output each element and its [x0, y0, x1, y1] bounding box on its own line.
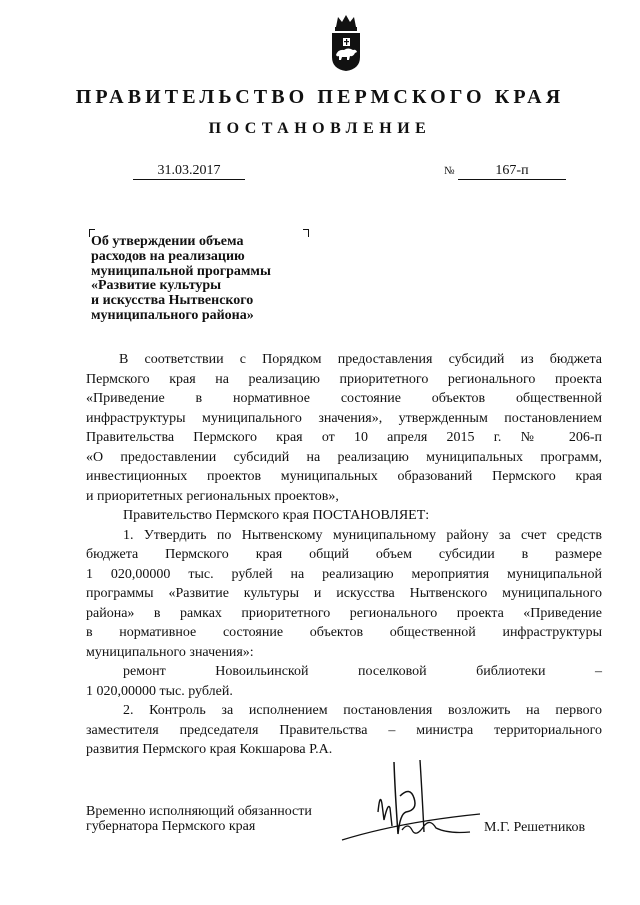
- subject-line: и искусства Нытвенского: [91, 293, 254, 309]
- document-subject: [91, 235, 321, 324]
- subject-line: «Развитие культуры: [91, 278, 222, 294]
- text-line: Правительства Пермского края от 10 апреля 2015 г. № 206-п: [86, 430, 602, 445]
- text-line: 1. Утвердить по Нытвенскому муниципальному району за счет средств: [123, 527, 602, 543]
- text-line: 2. Контроль за исполнением постановления возложить на первого: [123, 703, 602, 718]
- text-line: инфраструктуры муниципального значения», утвержденным постановлением: [86, 410, 602, 426]
- text-line: заместителя председателя Правительства – министра территориального: [86, 722, 602, 738]
- decree-line: Правительство Пермского края ПОСТАНОВЛЯЕТ:: [123, 508, 430, 523]
- signatory-title-line: Временно исполняющий обязанности: [86, 804, 312, 819]
- text-line: района» в рамках приоритетного регионального проекта «Приведение: [86, 605, 602, 621]
- number-sign: №: [444, 165, 455, 177]
- text-line: муниципального значения»:: [86, 644, 254, 660]
- text-line: «О предоставлении субсидий на реализацию муниципальных программ,: [86, 449, 602, 465]
- text-line: в нормативное состояние объектов общественной инфраструктуры: [86, 625, 602, 640]
- text-line: 1 020,00000 тыс. рублей.: [86, 683, 233, 699]
- document-type: ПОСТАНОВЛЕНИЕ: [208, 120, 432, 137]
- text-line: развития Пермского края Кокшарова Р.А.: [86, 742, 333, 757]
- handwritten-signature-icon: [340, 752, 490, 848]
- document-date: 31.03.2017: [133, 162, 245, 180]
- text-line: «Приведение в нормативное состояние объектов общественной: [86, 391, 602, 406]
- text-line: и приоритетных региональных проектов»,: [86, 488, 339, 504]
- subject-line: муниципального района»: [91, 307, 254, 323]
- coat-of-arms-icon: [326, 13, 366, 73]
- subject-line: Об утверждении объема: [91, 234, 244, 249]
- text-line: В соответствии с Порядком предоставления субсидий из бюджета: [119, 352, 602, 367]
- document-number: 167-п: [458, 162, 566, 180]
- signatory-title: [86, 804, 312, 834]
- subject-line: расходов на реализацию: [91, 248, 245, 264]
- preamble-paragraph: [86, 350, 602, 760]
- text-line: 1 020,00000 тыс. рублей на реализацию мероприятия муниципальной: [86, 566, 602, 582]
- text-line: Пермского края на реализацию приоритетного регионального проекта: [86, 371, 602, 387]
- text-line: ремонт Новоильинской поселковой библиотеки –: [123, 664, 602, 679]
- government-title: ПРАВИТЕЛЬСТВО ПЕРМСКОГО КРАЯ: [75, 86, 565, 108]
- text-line: программы «Развитие культуры и искусства Нытвенского муниципального: [86, 586, 602, 601]
- signatory-title-line: губернатора Пермского края: [86, 819, 256, 834]
- signatory-name: М.Г. Решетников: [484, 820, 586, 835]
- text-line: бюджета Пермского края общий объем субсидии в размере: [86, 547, 602, 562]
- subject-line: муниципальной программы: [91, 263, 271, 279]
- text-line: инвестиционных проектов муниципальных образований Пермского края: [86, 469, 602, 484]
